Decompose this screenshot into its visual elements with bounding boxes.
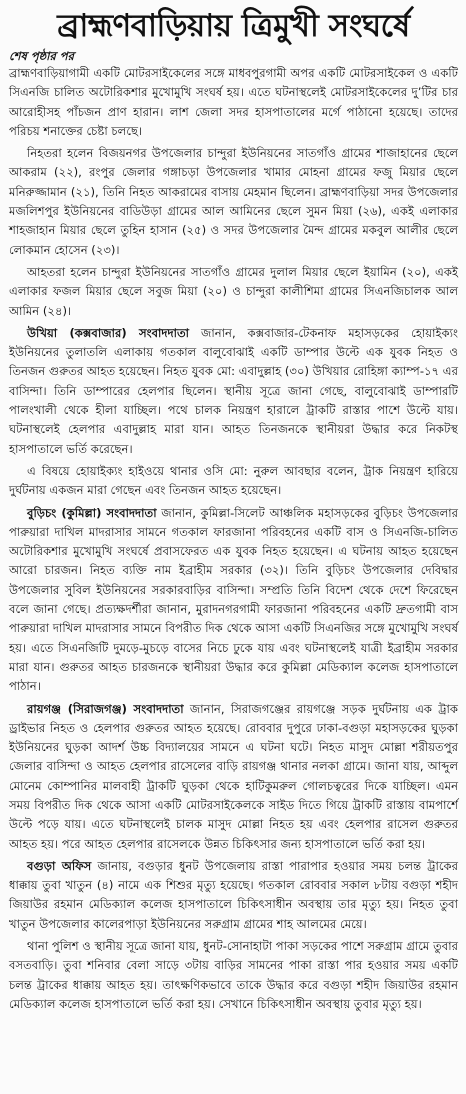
paragraph-text: এ বিষয়ে হোয়াইক্যং হাইওয়ে থানার ওসি মো: নুরুল আবছার বলেন, ট্রাক নিয়ন্ত্রণ হারিয়ে দুর্ঘটনায় একজন মারা গেছেন এবং তিনজন আহত হয়েছেন।	[9, 463, 458, 498]
article-paragraph	[9, 144, 458, 260]
paragraph-text: নিহতরা হলেন বিজয়নগর উপজেলার চান্দুরা ইউনিয়নের সাতগাঁও গ্রামের শাজাহানের ছেলে আকরাম (২২), রংপুর জেলার গঙ্গাচড়া উপজেলার খামার মোহনা গ্রামের ফজু মিয়ার ছেলে মনিরুজ্জামান (২১), তিনি নিহত আকরামের বাসায় মেহমান ছিলেন। ব্রাহ্মণবাড়িয়া সদর উপজেলার মজলিশপুর ইউনিয়নের বাডিউড়া গ্রামের আল আমিনের ছেলে সুমন মিয়া (২৬), একই এলাকার শাহজাহান মিয়ার ছেলে তুহিন হাসান (২৫) ও সদর উপজেলার মৈন্দ গ্রামের মকবুল আলীর ছেলে লোকমান হোসেন (২৩)।	[9, 146, 458, 257]
article-paragraph	[9, 504, 458, 697]
paragraph-text: ব্রাহ্মণবাড়িয়াগামী একটি মোটরসাইকেলের সঙ্গে মাধবপুরগামী অপর একটি মোটরসাইকেল ও একটি সিএনজি চালিত অটোরিকশার মুখোমুখি সংঘর্ষ হয়। এতে ঘটনাস্থলেই মোটরসাইকেলের দু’টির চার আরোহীসহ পাঁচজন প্রাণ হারান। লাশ জেলা সদর হাসপাতালের মর্গে পাঠানো হয়েছে। তাদের পরিচয় শনাক্তের চেষ্টা চলছে।	[9, 66, 458, 138]
paragraph-text: জানান, কুমিল্লা-সিলেট আঞ্চলিক মহাসড়কের বুড়িচং উপজেলার পারুয়ারা দাখিল মাদরাসার সামনে গতকাল ফারজানা পরিবহনের একটি বাস ও সিএনজি-চালিত অটোরিকশার মুখোমুখি সংঘর্ষে প্রবাসফেরত এক যুবক নিহত হয়েছেন। এ ঘটনায় আহত হয়েছেন আরো চারজন। নিহত ব্যক্তি নাম ইব্রাহীম সরকার (৩২)। তিনি বুড়িচং উপজেলার দেবিদ্বার উপজেলার সুবিল ইউনিয়নের সরকারবাড়ির বাসিন্দা। সম্প্রতি তিনি বিদেশ থেকে দেশে ফিরেছেন বলে জানা গেছে। প্রত্যক্ষদর্শীরা জানান, মুরাদনগরগামী ফারজানা পরিবহনের একটি দ্রুতগামী বাস পারুয়ারা দাখিল মাদরাসার সামনে বিপরীত দিক থেকে আসা একটি সিএনজির সঙ্গে মুখোমুখি সংঘর্ষ হয়। এতে সিএনজিটি দুমড়ে-মুচড়ে বাসের নিচে ঢুকে যায় এবং ঘটনাস্থলেই যাত্রী ইব্রাহীম সরকার মারা যান। গুরুতর আহত চারজনকে স্থানীয়রা উদ্ধার করে কুমিল্লা মেডিক্যাল কলেজ হাসপাতালে পাঠান।	[9, 505, 458, 694]
article-paragraph	[9, 857, 458, 934]
article-paragraph	[9, 937, 458, 1014]
continued-from-note: শেষ পৃষ্ঠার পর	[9, 49, 74, 63]
article-paragraph	[9, 263, 458, 321]
byline: রায়গঞ্জ (সিরাজগঞ্জ) সংবাদদাতা	[27, 701, 184, 716]
headline: ব্রাহ্মণবাড়িয়ায় ত্রিমুখী সংঘর্ষে	[57, 8, 410, 44]
paragraph-text: জানান, কক্সবাজার-টেকনাফ মহাসড়কের হোয়াইক্যং ইউনিয়নের তুলাতলি এলাকায় গতকাল বালুবোঝাই একটি ডাম্পার উল্টে এক যুবক নিহত ও তিনজন গুরুতর আহত হয়েছেন। নিহত যুবক মো: এবাদুল্লাহ (৩০) উখিয়ার রোহিঙ্গা ক্যাম্প-১৭ এর বাসিন্দা। তিনি ডাম্পারের হেলপার ছিলেন। স্থানীয় সূত্রে জানা গেছে, বালুবোঝাই ডাম্পারটি পালংখালী থেকে হীলা যাচ্ছিল। পথে চালক নিয়ন্ত্রণ হারালে ট্রাকটি রাস্তার পাশে উল্টে যায়। ঘটনাস্থলেই হেলপার এবাদুল্লাহ মারা যান। আহত তিনজনকে স্থানীয়রা উদ্ধার করে নিকটস্থ হাসপাতালে ভর্তি করেছেন।	[9, 325, 458, 456]
paragraph-text: থানা পুলিশ ও স্থানীয় সূত্রে জানা যায়, ধুনট-সোনাহাটা পাকা সড়কের পাশে সরুগ্রাম গ্রামে তুবার বসতবাড়ি। তুবা শনিবার বেলা সাড়ে ৩টায় বাড়ির সামনের পাকা রাস্তা পার হওয়ার সময় একটি চলন্ত ট্রাকের ধাক্কায় আহত হয়। তাৎক্ষণিকভাবে তাকে উদ্ধার করে বগুড়া শহীদ জিয়াউর রহমান মেডিক্যাল কলেজ হাসপাতালে ভর্তি করা হয়। সেখানে চিকিৎসাধীন অবস্থায় তুবার মৃত্যু হয়।	[9, 939, 458, 1011]
paragraph-text: আহতরা হলেন চান্দুরা ইউনিয়নের সাতগাঁও গ্রামের দুলাল মিয়ার ছেলে ইয়ামিন (২০), একই এলাকার ফজল মিয়ার ছেলে সবুজ মিয়া (২০) ও চান্দুরা কালীশিমা গ্রামের সিএনজিচালক আল আমিন (২৪)।	[9, 264, 458, 318]
article-paragraph	[9, 462, 458, 501]
byline: উখিয়া (কক্সবাজার) সংবাদদাতা	[27, 325, 190, 340]
byline: বুড়িচং (কুমিল্লা) সংবাদদাতা	[27, 505, 157, 520]
paragraph-text: জানায়, বগুড়ার ধুনট উপজেলায় রাস্তা পারাপার হওয়ার সময় চলন্ত ট্রাকের ধাক্কায় তুবা খাতুন (৪) নামে এক শিশুর মৃত্যু হয়েছে। গতকাল রোববার সকাল ৮টায় বগুড়া শহীদ জিয়াউর রহমান মেডিক্যাল কলেজ হাসপাতালে চিকিৎসাধীন অবস্থায় তার মৃত্যু হয়। নিহত তুবা খাতুন উপজেলার কালেরপাড়া ইউনিয়নের সরুগ্রাম গ্রামের শাহ আলমের মেয়ে।	[9, 858, 458, 931]
article-paragraph	[9, 700, 458, 854]
article-paragraph	[9, 324, 458, 459]
article-paragraph	[9, 64, 458, 141]
paragraph-text: জানান, সিরাজগঞ্জের রায়গঞ্জে সড়ক দুর্ঘটনায় এক ট্রাক ড্রাইভার নিহত ও হেলপার গুরুতর আহত হয়েছে। রোববার দুপুরে ঢাকা-বগুড়া মহাসড়কের ঘুড়কা ইউনিয়নের ঘুড়কা আদর্শ উচ্চ বিদ্যালয়ের সামনে এ ঘটনা ঘটে। নিহত মাসুদ মোল্লা শরীয়তপুর জেলার বাসিন্দা ও আহত হেলপার রাসেলের বাড়ি রায়গঞ্জ থানার নলকা গ্রামে। জানা যায়, আব্দুল মোনেম কোম্পানির মালবাহী ট্রাকটি ঘুড়কা থেকে হাটিকুমরুল গোলচত্বরের দিকে যাচ্ছিল। এমন সময় বিপরীত দিক থেকে আসা একটি মোটরসাইকেলকে সাইড দিতে গিয়ে ট্রাকটি রাস্তায় বামপার্শে উল্টে পড়ে যায়। এতে ঘটনাস্থলেই চালক মাসুদ মোল্লা নিহত হয় এবং হেলপার রাসেল গুরুতর আহত হয়। পরে আহত হেলপার রাসেলকে উন্নত চিকিৎসার জন্য হাসপাতালে ভর্তি করা হয়।	[9, 701, 458, 851]
byline: বগুড়া অফিস	[27, 858, 92, 873]
